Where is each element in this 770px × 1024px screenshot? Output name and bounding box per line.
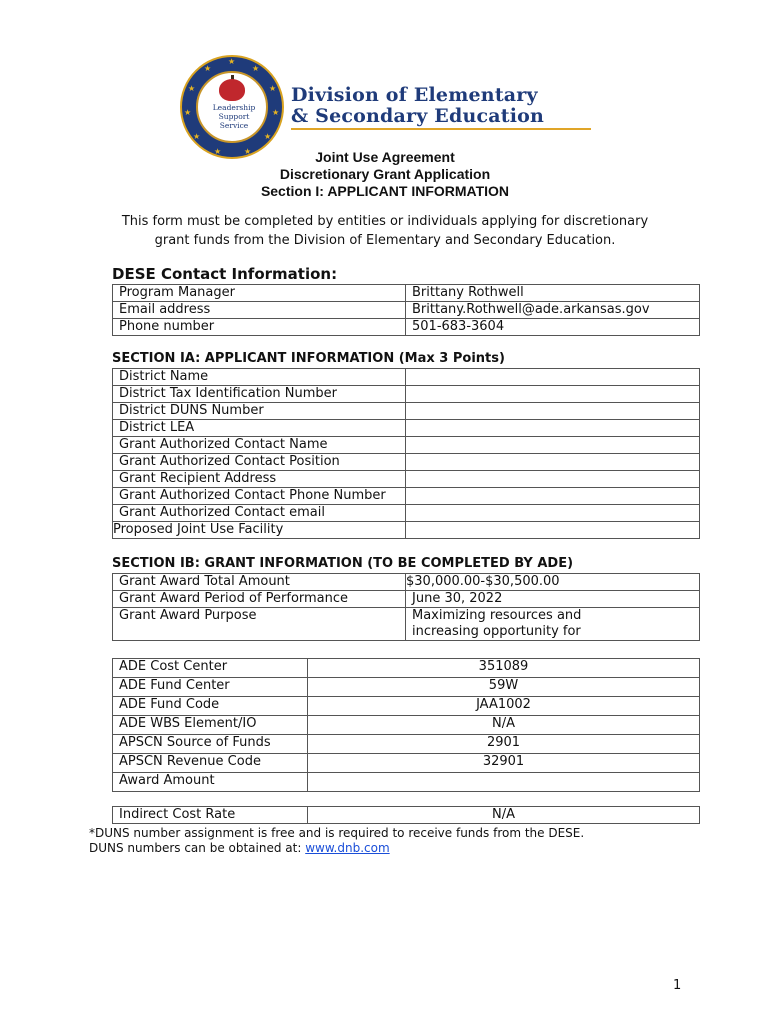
contact-value: Brittany.Rothwell@ade.arkansas.gov [406, 302, 700, 319]
star-icon: ★ [214, 147, 222, 156]
page-number: 1 [673, 978, 682, 993]
tax-id-field[interactable] [406, 386, 700, 403]
intro-line: grant funds from the Division of Elementary and Secondary Education. [154, 233, 616, 248]
field-label: Grant Award Purpose [113, 608, 406, 641]
table-row [113, 659, 700, 678]
field-value: N/A [308, 807, 700, 824]
grant-info-table [112, 573, 700, 641]
star-icon: ★ [264, 132, 272, 141]
org-name-line1: Division of Elementary [291, 84, 538, 106]
apple-icon [219, 79, 245, 101]
table-row [113, 386, 700, 403]
purpose-line: increasing opportunity for [412, 624, 581, 639]
field-label: District Name [113, 369, 406, 386]
field-value: June 30, 2022 [406, 591, 700, 608]
district-name-field[interactable] [406, 369, 700, 386]
field-label: ADE Fund Center [113, 678, 308, 697]
star-icon: ★ [252, 64, 260, 73]
award-amount-field[interactable] [308, 773, 700, 792]
org-underline [291, 128, 591, 130]
contact-label: Program Manager [113, 285, 406, 302]
field-value: 351089 [308, 659, 700, 678]
field-label: ADE Fund Code [113, 697, 308, 716]
table-row [113, 697, 700, 716]
field-value [406, 608, 700, 641]
seal-text [202, 103, 266, 130]
joint-use-facility-field[interactable] [406, 522, 700, 539]
table-row [113, 754, 700, 773]
contact-phone-field[interactable] [406, 488, 700, 505]
contact-value: 501-683-3604 [406, 319, 700, 336]
star-icon: ★ [244, 147, 252, 156]
field-value: 2901 [308, 735, 700, 754]
seal-text-line: Support [218, 112, 250, 121]
table-row [113, 716, 700, 735]
star-icon: ★ [184, 108, 192, 117]
table-row [113, 319, 700, 336]
doc-subtitle: Discretionary Grant Application [279, 166, 491, 182]
seal-inner-ring [196, 71, 268, 143]
contact-value: Brittany Rothwell [406, 285, 700, 302]
field-label: District Tax Identification Number [113, 386, 406, 403]
star-icon: ★ [269, 84, 277, 93]
cost-center-table [112, 658, 700, 792]
indirect-cost-table [112, 806, 700, 824]
table-row [113, 488, 700, 505]
field-label: APSCN Source of Funds [113, 735, 308, 754]
field-label: Grant Authorized Contact email [113, 505, 406, 522]
field-label: District DUNS Number [113, 403, 406, 420]
star-icon: ★ [228, 57, 236, 66]
contact-position-field[interactable] [406, 454, 700, 471]
duns-link-prefix: DUNS numbers can be obtained at: [89, 841, 306, 855]
table-row [113, 574, 700, 591]
field-label: ADE WBS Element/IO [113, 716, 308, 735]
contact-label: Phone number [113, 319, 406, 336]
table-row [113, 454, 700, 471]
district-lea-field[interactable] [406, 420, 700, 437]
field-value: $30,000.00-$30,500.00 [406, 574, 700, 591]
table-row [113, 302, 700, 319]
table-row [113, 591, 700, 608]
table-row [113, 437, 700, 454]
section-title: Section I: APPLICANT INFORMATION [260, 183, 510, 199]
field-value: JAA1002 [308, 697, 700, 716]
intro-line: This form must be completed by entities or individuals applying for discretionary [121, 214, 649, 229]
star-icon: ★ [188, 84, 196, 93]
dnb-link[interactable]: www.dnb.com [305, 841, 390, 855]
field-label: Grant Authorized Contact Name [113, 437, 406, 454]
field-label: Grant Authorized Contact Position [113, 454, 406, 471]
duns-link-line [89, 841, 390, 856]
seal-text-line: Service [219, 121, 249, 130]
field-value: 32901 [308, 754, 700, 773]
table-row [113, 522, 700, 539]
section-ia-heading: SECTION IA: APPLICANT INFORMATION (Max 3 Points) [112, 351, 505, 366]
table-row [113, 403, 700, 420]
table-row [113, 773, 700, 792]
table-row [113, 471, 700, 488]
purpose-line: Maximizing resources and [412, 608, 582, 623]
duns-number-field[interactable] [406, 403, 700, 420]
field-label: Award Amount [113, 773, 308, 792]
field-label: APSCN Revenue Code [113, 754, 308, 773]
org-name-line2: & Secondary Education [291, 105, 545, 127]
contact-heading: DESE Contact Information: [112, 265, 338, 283]
table-row [113, 807, 700, 824]
field-label: District LEA [113, 420, 406, 437]
field-label: Grant Award Total Amount [113, 574, 406, 591]
table-row [113, 678, 700, 697]
contact-name-field[interactable] [406, 437, 700, 454]
section-ib-heading: SECTION IB: GRANT INFORMATION (TO BE COMPLETED BY ADE) [112, 556, 574, 571]
field-label: Indirect Cost Rate [113, 807, 308, 824]
seal-text-line: Leadership [212, 103, 256, 112]
field-label: ADE Cost Center [113, 659, 308, 678]
table-row [113, 420, 700, 437]
field-label: Grant Authorized Contact Phone Number [113, 488, 406, 505]
applicant-info-table [112, 368, 700, 539]
field-value: 59W [308, 678, 700, 697]
contact-email-field[interactable] [406, 505, 700, 522]
table-row [113, 285, 700, 302]
table-row [113, 369, 700, 386]
contact-table [112, 284, 700, 336]
intro-paragraph [95, 212, 675, 250]
dese-seal-logo [180, 55, 284, 159]
field-value: N/A [308, 716, 700, 735]
table-row [113, 505, 700, 522]
recipient-address-field[interactable] [406, 471, 700, 488]
contact-label: Email address [113, 302, 406, 319]
star-icon: ★ [272, 108, 280, 117]
star-icon: ★ [204, 64, 212, 73]
duns-note: *DUNS number assignment is free and is required to receive funds from the DESE. [89, 826, 585, 840]
field-label: Grant Award Period of Performance [113, 591, 406, 608]
star-icon: ★ [193, 132, 201, 141]
doc-title: Joint Use Agreement [315, 149, 455, 165]
table-row [113, 735, 700, 754]
field-label: Grant Recipient Address [113, 471, 406, 488]
table-row [113, 608, 700, 641]
field-label: Proposed Joint Use Facility [113, 522, 406, 539]
